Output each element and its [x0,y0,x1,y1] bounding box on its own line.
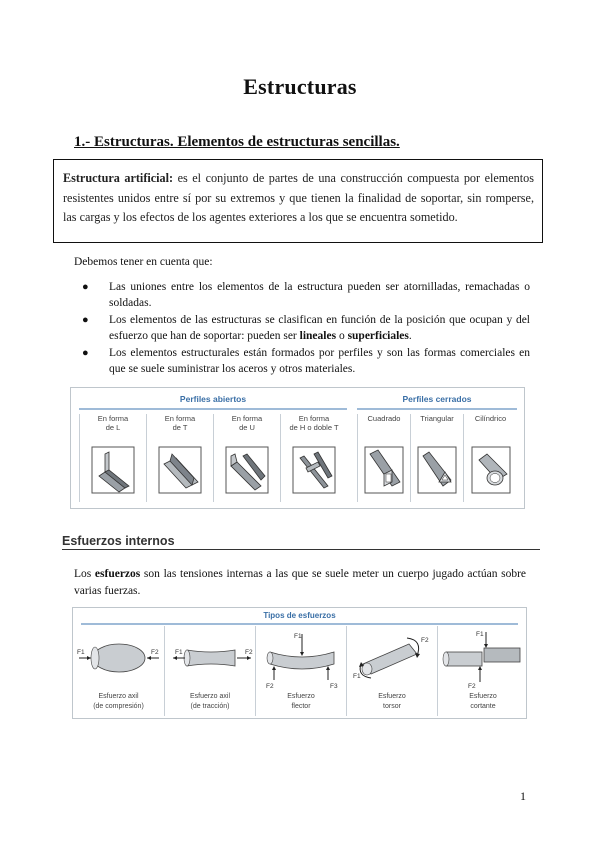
compression-diagram-icon [73,626,164,690]
svg-text:F1: F1 [77,649,85,656]
efforts-figure-title: Tipos de esfuerzos [263,611,336,620]
profile-cell-cylindrical: Cilíndrico [463,414,517,502]
t-profile-icon [158,446,202,494]
open-profiles-group [79,394,347,502]
h-profile-icon [292,446,336,494]
effort-traction: F1 F2 Esfuerzo axil (de tracción) [164,626,255,716]
closed-profiles-title: Perfiles cerrados [357,394,517,410]
bullet-icon: ● [82,347,89,359]
profile-cell-u: En forma de U [213,414,280,502]
effort-torsion: F2 F1 Esfuerzo torsor [346,626,437,716]
bullet-icon: ● [82,281,89,293]
svg-text:F2: F2 [421,637,429,644]
round-tube-icon [471,446,511,494]
list-item: ● Los elementos estructurales están formados por perfiles y son las formas comerciales en que se suele suministrar los aceros y otros materiales. [82,347,530,375]
svg-text:F2: F2 [468,683,476,690]
list-item: ● Las uniones entre los elementos de la estructura pueden ser atornilladas, remachadas o soldadas. [82,281,530,309]
profile-cell-t: En forma de T [146,414,213,502]
page-number: 1 [520,789,526,803]
section-heading-internal-efforts: Esfuerzos internos [62,534,175,548]
profile-cell-h: En forma de H o doble T [280,414,347,502]
svg-text:F1: F1 [353,673,361,680]
svg-text:F2: F2 [151,649,159,656]
definition-text: es el conjunto de partes de una construcción compuesta por elementos resistentes unidos entre sí por su extremos y que tienen la finalidad de soportar, sin romperse, las cargas y los efectos de los agentes exteriores a los que se encuentra sometido. [63,171,534,224]
intro-text: Debemos tener en cuenta que: [74,256,213,268]
efforts-figure [72,607,527,719]
triangle-tube-icon [417,446,457,494]
open-profiles-title: Perfiles abiertos [79,394,347,410]
profiles-figure [70,387,525,509]
svg-text:F3: F3 [330,683,338,690]
effort-compression: F1 F2 Esfuerzo axil (de compresión) [73,626,164,716]
svg-text:F1: F1 [476,631,484,638]
shear-diagram-icon [438,626,529,690]
list-item: ● Los elementos de las estructuras se clasifican en función de la posición que ocupan y del esfuerzo que han de soportar: pueden ser lineales o superficiales. [82,314,530,342]
effort-bending: F1 F2 F3 Esfuerzo flector [255,626,346,716]
bending-diagram-icon [256,626,347,690]
profile-cell-l: En forma de L [79,414,146,502]
l-profile-icon [91,446,135,494]
square-tube-icon [364,446,404,494]
definition-term: Estructura artificial: [63,171,174,185]
svg-text:F1: F1 [294,633,302,640]
closed-profiles-group [357,394,517,502]
traction-diagram-icon [165,626,256,690]
svg-text:F2: F2 [245,649,253,656]
torsion-diagram-icon [347,626,438,690]
profile-cell-triangular: Triangular [410,414,463,502]
bullet-icon: ● [82,314,89,326]
efforts-title-rule [81,623,518,625]
definition-box [53,159,543,243]
page-title: Estructuras [243,74,357,99]
efforts-paragraph: Los esfuerzos son las tensiones internas a las que se suele meter un cuerpo jugado actúan sobre varias fuerzas. [74,568,527,597]
effort-shear: F1 F2 Esfuerzo cortante [437,626,528,716]
profile-cell-square: Cuadrado [357,414,410,502]
bullet-list [78,280,530,379]
svg-text:F2: F2 [266,683,274,690]
section-heading-structures: 1.- Estructuras. Elementos de estructuras sencillas. [74,134,400,150]
u-profile-icon [225,446,269,494]
svg-text:F1: F1 [175,649,183,656]
section-underline [62,549,540,550]
